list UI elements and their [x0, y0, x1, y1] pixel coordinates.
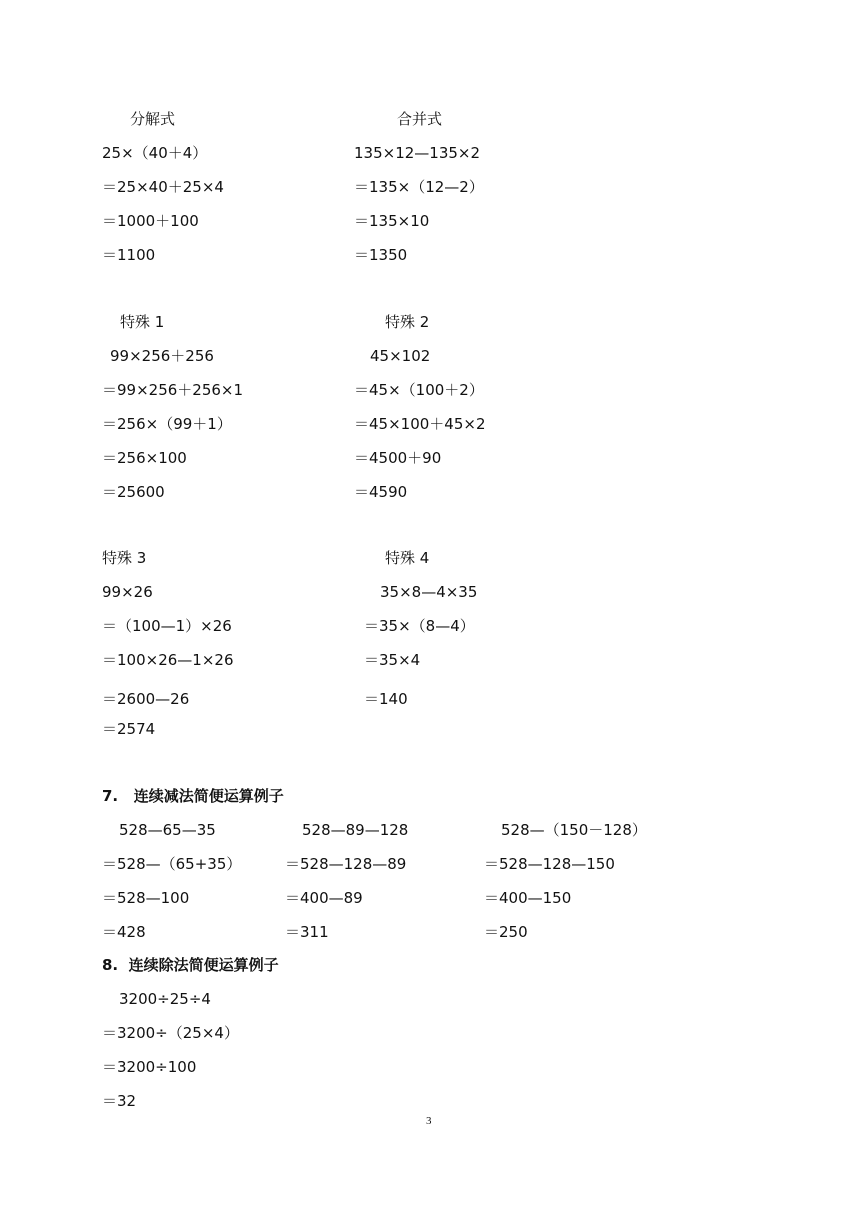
equation-line: ＝428	[102, 923, 146, 941]
equation-line: ＝400—150	[484, 889, 572, 907]
equation-line: ＝311	[285, 923, 329, 941]
equation-line: ＝140	[364, 690, 408, 708]
equation-line: ＝135×（12—2）	[354, 178, 484, 196]
equation-line: ＝35×（8—4）	[364, 617, 475, 635]
equation-line: ＝256×（99＋1）	[102, 415, 232, 433]
equation-line: ＝4500＋90	[354, 449, 442, 467]
equation-line: ＝2600—26	[102, 690, 190, 708]
equation-line: ＝528—100	[102, 889, 190, 907]
equation-line: ＝35×4	[364, 651, 421, 669]
equation-line: ＝1100	[102, 246, 156, 264]
equation-line: 3200÷25÷4	[119, 990, 211, 1008]
title-special-2: 特殊 2	[385, 313, 430, 331]
equation-line: 45×102	[370, 347, 431, 365]
equation-line: ＝2574	[102, 720, 156, 738]
equation-line: ＝528—128—89	[285, 855, 407, 873]
equation-line: 99×256＋256	[110, 347, 214, 365]
equation-line: 135×12—135×2	[354, 144, 481, 162]
equation-line: 35×8—4×35	[380, 583, 478, 601]
equation-line: ＝250	[484, 923, 528, 941]
equation-line: ＝45×100＋45×2	[354, 415, 486, 433]
equation-line: ＝25×40＋25×4	[102, 178, 224, 196]
page-number: 3	[426, 1115, 432, 1127]
equation-line: ＝（100—1）×26	[102, 617, 232, 635]
equation-line: ＝256×100	[102, 449, 187, 467]
equation-line: ＝100×26—1×26	[102, 651, 234, 669]
equation-line: 99×26	[102, 583, 153, 601]
title-decompose: 分解式	[130, 110, 176, 128]
equation-line: ＝135×10	[354, 212, 430, 230]
section-heading-7: 7. 连续减法简便运算例子	[102, 787, 284, 805]
title-special-4: 特殊 4	[385, 549, 430, 567]
equation-line: ＝45×（100＋2）	[354, 381, 484, 399]
equation-line: ＝400—89	[285, 889, 363, 907]
equation-line: 528—（150－128）	[501, 821, 647, 839]
equation-line: 25×（40＋4）	[102, 144, 208, 162]
equation-line: ＝3200÷（25×4）	[102, 1024, 239, 1042]
equation-line: ＝528—（65+35）	[102, 855, 242, 873]
equation-line: ＝3200÷100	[102, 1058, 197, 1076]
title-special-1: 特殊 1	[120, 313, 165, 331]
title-combine: 合并式	[397, 110, 443, 128]
equation-line: 528—65—35	[119, 821, 216, 839]
equation-line: ＝528—128—150	[484, 855, 615, 873]
equation-line: ＝1000＋100	[102, 212, 199, 230]
equation-line: ＝99×256＋256×1	[102, 381, 244, 399]
title-special-3: 特殊 3	[102, 549, 147, 567]
equation-line: 528—89—128	[302, 821, 409, 839]
section-heading-8: 8. 连续除法简便运算例子	[102, 956, 279, 974]
equation-line: ＝4590	[354, 483, 408, 501]
equation-line: ＝25600	[102, 483, 165, 501]
equation-line: ＝1350	[354, 246, 408, 264]
equation-line: ＝32	[102, 1092, 137, 1110]
